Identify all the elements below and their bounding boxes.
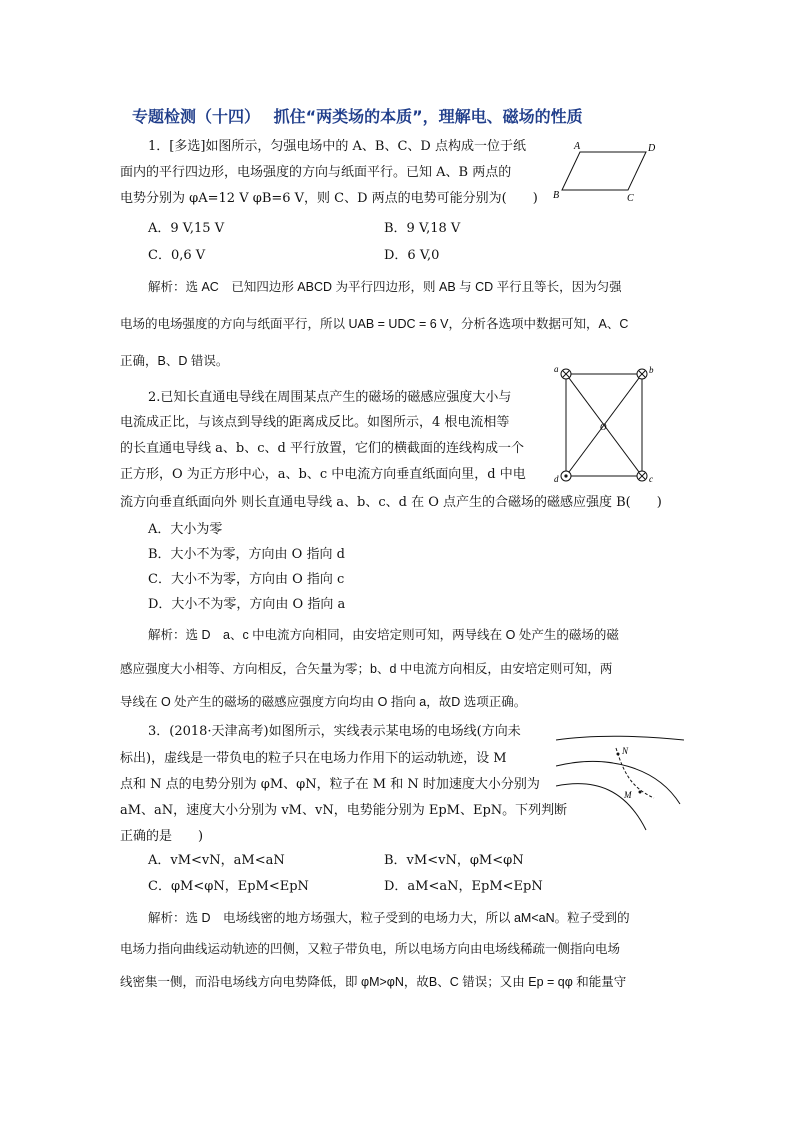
label-c: c <box>649 474 653 484</box>
field-line-2 <box>556 762 680 804</box>
q3-analysis-line: 电场力指向曲线运动轨迹的凹侧，又粒子带负电，所以电场方向由电场线稀疏一侧指向电场 <box>120 942 621 956</box>
label-a: a <box>554 364 559 374</box>
q3-stem-line: 标出)，虚线是一带负电的粒子只在电场力作用下的运动轨迹，设 M <box>120 751 507 766</box>
q2-option-d: D．大小不为零，方向由 O 指向 a <box>148 597 346 612</box>
q1-stem-line: 面内的平行四边形，电场强度的方向与纸面平行。已知 A、B 两点的 <box>120 165 512 180</box>
q1-analysis-line: 解析：选 AC 已知四边形 ABCD 为平行四边形，则 AB 与 CD 平行且等长，因为匀强 <box>148 280 622 294</box>
q2-stem-line: 的长直通电导线 a、b、c、d 平行放置，它们的横截面的连线构成一个 <box>120 441 524 456</box>
square-wires-figure <box>552 364 660 486</box>
q1-analysis-line: 正确，B、D 错误。 <box>120 354 229 368</box>
q2-stem-line: 电流成正比，与该点到导线的距离成反比。如图所示，4 根电流相等 <box>120 415 510 430</box>
label-B: B <box>553 190 560 201</box>
label-A: A <box>574 141 581 152</box>
parallelogram-shape <box>562 152 646 190</box>
q3-option-a: A．vM<vN，aM<aN <box>148 853 285 868</box>
label-N: N <box>622 746 629 756</box>
parallelogram-figure <box>550 138 666 204</box>
q3-stem-line: 3．(2018·天津高考)如图所示，实线表示某电场的电场线(方向未 <box>148 724 521 739</box>
wire-d-out-of-page-icon <box>561 471 571 481</box>
point-M <box>639 791 642 794</box>
page-title: 专题检测（十四） 抓住“两类场的本质”，理解电、磁场的性质 <box>132 107 583 126</box>
q3-stem-line: aM、aN，速度大小分别为 vM、vN，电势能分别为 EpM、EpN。下列判断 <box>120 803 568 818</box>
label-C: C <box>627 193 634 204</box>
q1-stem-line: 1．[多选]如图所示，匀强电场中的 A、B、C、D 点构成一位于纸 <box>148 139 526 154</box>
q2-analysis-line: 导线在 O 处产生的磁场的磁感应强度方向均由 O 指向 a，故D 选项正确。 <box>120 695 527 709</box>
q3-analysis-line: 线密集一侧，而沿电场线方向电势降低，即 φM>φN，故B、C 错误；又由 Ep = qφ 和能量守 <box>120 975 627 989</box>
q2-stem-line: 2.已知长直通电导线在周围某点产生的磁场的磁感应强度大小与 <box>148 390 512 405</box>
q3-option-d: D．aM<aN，EpM<EpN <box>384 879 543 894</box>
label-M: M <box>624 790 632 800</box>
field-line-3 <box>556 784 646 830</box>
q3-option-c: C．φM<φN，EpM<EpN <box>148 879 309 894</box>
wire-a-into-page-icon <box>561 369 571 379</box>
q2-stem-line: 正方形，O 为正方形中心，a、b、c 中电流方向垂直纸面向里，d 中电 <box>120 467 526 482</box>
label-b: b <box>649 365 654 375</box>
q2-option-b: B．大小不为零，方向由 O 指向 d <box>148 547 345 562</box>
label-D: D <box>648 143 656 154</box>
field-lines-figure <box>556 726 684 834</box>
q3-analysis-line: 解析：选 D 电场线密的地方场强大，粒子受到的电场力大，所以 aM<aN。粒子受到的 <box>148 911 630 925</box>
q1-option-b: B．9 V,18 V <box>384 221 461 236</box>
q3-stem-line: 点和 N 点的电势分别为 φM、φN，粒子在 M 和 N 时加速度大小分别为 <box>120 777 540 792</box>
wire-b-into-page-icon <box>637 369 647 379</box>
wire-c-into-page-icon <box>637 471 647 481</box>
q3-option-b: B．vM<vN，φM<φN <box>384 853 524 868</box>
point-N <box>617 753 620 756</box>
q1-stem-line: 电势分别为 φA=12 V φB=6 V，则 C、D 两点的电势可能分别为( ) <box>120 191 538 206</box>
q1-option-d: D．6 V,0 <box>384 248 440 263</box>
q2-option-a: A．大小为零 <box>148 522 223 537</box>
q1-analysis-line: 电场的电场强度的方向与纸面平行，所以 UAB = UDC = 6 V，分析各选项中数据可知，A、C <box>120 317 629 331</box>
q2-option-c: C．大小不为零，方向由 O 指向 c <box>148 572 345 587</box>
label-O: O <box>600 422 607 432</box>
q3-stem-line: 正确的是 ) <box>120 829 204 844</box>
field-line-1 <box>556 736 684 740</box>
q2-stem-line: 流方向垂直纸面向外 则长直通电导线 a、b、c、d 在 O 点产生的合磁场的磁感应强度 B( ) <box>120 495 662 510</box>
q1-option-c: C．0,6 V <box>148 248 206 263</box>
q1-option-a: A．9 V,15 V <box>148 221 225 236</box>
q2-analysis-line: 感应强度大小相等、方向相反，合矢量为零；b、d 中电流方向相反，由安培定则可知，两 <box>120 662 613 676</box>
q2-analysis-line: 解析：选 D a、c 中电流方向相同，由安培定则可知，两导线在 O 处产生的磁场的磁 <box>148 628 619 642</box>
label-d: d <box>554 474 559 484</box>
